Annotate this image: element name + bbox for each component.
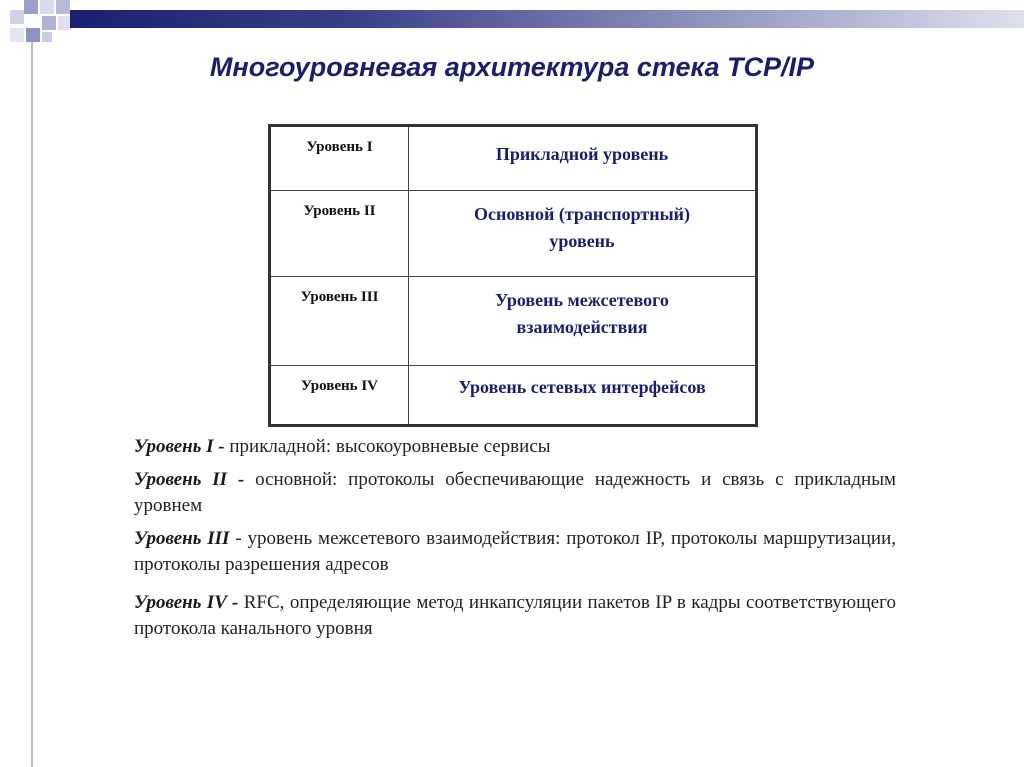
decorative-square xyxy=(10,10,24,24)
left-border-line xyxy=(31,42,33,767)
decorative-square xyxy=(42,16,56,30)
decorative-square xyxy=(26,28,40,42)
level-cell: Уровень IV xyxy=(270,366,409,426)
decorative-square xyxy=(10,28,24,42)
notes-block xyxy=(134,434,896,649)
level-cell: Уровень II xyxy=(270,191,409,277)
note-term: Уровень IV - xyxy=(134,592,239,613)
decorative-square xyxy=(56,0,70,14)
level-cell: Уровень I xyxy=(270,126,409,191)
note-text: основной: протоколы обеспечивающие надежность и связь с прикладным уровнем xyxy=(134,469,896,516)
note-paragraph xyxy=(134,526,896,578)
note-text: RFC, определяющие метод инкапсуляции пакетов IP в кадры соответствующего протокола канального уровня xyxy=(134,592,896,639)
note-text: прикладной: высокоуровневые сервисы xyxy=(224,436,551,457)
description-cell xyxy=(409,277,757,366)
description-cell: Прикладной уровень xyxy=(409,126,757,191)
note-term: Уровень III xyxy=(134,528,230,549)
decorative-square xyxy=(42,32,52,42)
description-line: взаимодействия xyxy=(516,317,648,337)
note-paragraph xyxy=(134,467,896,519)
note-paragraph xyxy=(134,434,896,460)
table-row xyxy=(270,126,757,191)
header-gradient-bar xyxy=(70,10,1024,28)
decorative-square xyxy=(24,0,38,14)
decorative-square xyxy=(40,0,54,14)
level-cell: Уровень III xyxy=(270,277,409,366)
note-term: Уровень I - xyxy=(134,436,225,457)
slide-title: Многоуровневая архитектура стека TCP/IP xyxy=(209,52,815,82)
table-row xyxy=(270,191,757,277)
layers-table xyxy=(268,124,758,427)
description-line: Основной (транспортный) xyxy=(473,204,691,224)
description-line: уровень xyxy=(549,231,615,251)
table-row xyxy=(270,277,757,366)
note-term: Уровень II - xyxy=(134,469,245,490)
table-row xyxy=(270,366,757,426)
note-paragraph xyxy=(134,590,896,642)
description-cell xyxy=(409,191,757,277)
description-line: Уровень межсетевого xyxy=(495,290,669,310)
description-cell: Уровень сетевых интерфейсов xyxy=(409,366,757,426)
note-text: - уровень межсетевого взаимодействия: протокол IP, протоколы маршрутизации, протоколы разрешения адресов xyxy=(134,528,896,575)
